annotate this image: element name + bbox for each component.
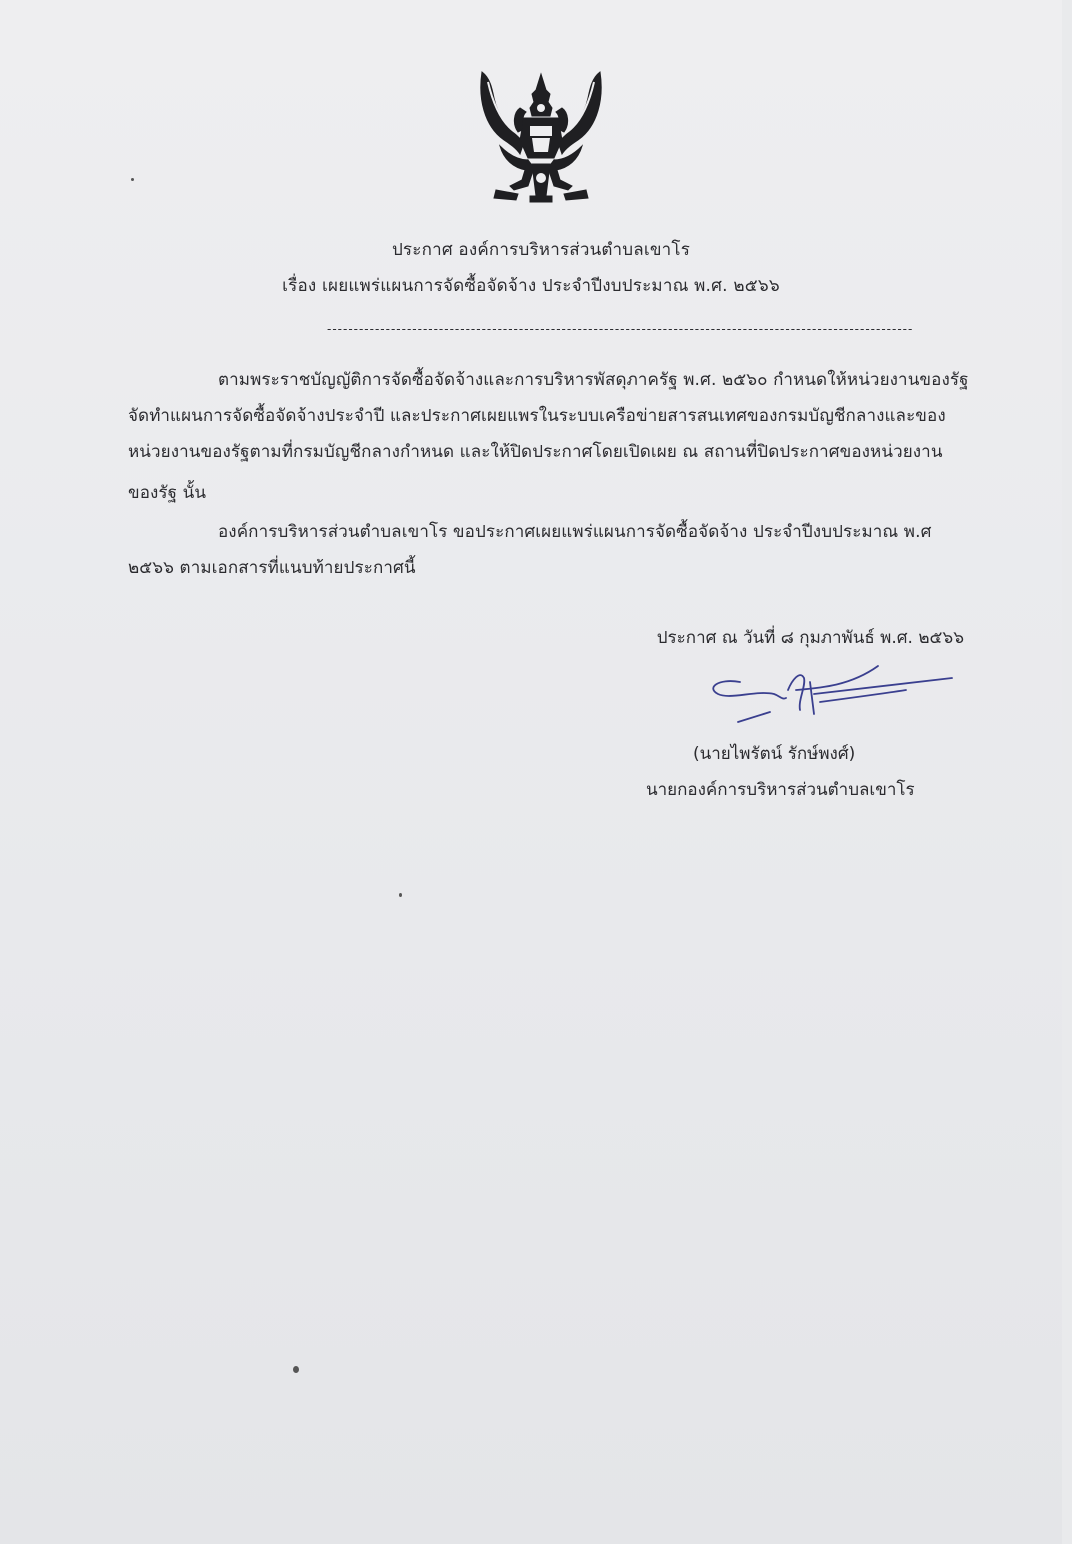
signer-name: (นายไพรัตน์ รักษ์พงศ์) <box>693 744 856 764</box>
paper-speck <box>399 893 402 897</box>
paragraph-1-line-1: ตามพระราชบัญญัติการจัดซื้อจัดจ้างและการบริหารพัสดุภาครัฐ พ.ศ. ๒๕๖๐ กำหนดให้หน่วยงานของรัฐ <box>218 370 969 390</box>
paragraph-1-line-2: จัดทำแผนการจัดซื้อจัดจ้างประจำปี และประกาศเผยแพรในระบบเครือข่ายสารสนเทศของกรมบัญชีกลางและของ <box>128 406 946 426</box>
garuda-emblem-icon <box>474 68 608 208</box>
signer-position: นายกองค์การบริหารส่วนตำบลเขาโร <box>646 780 915 800</box>
announcement-subject: เรื่อง เผยแพร่แผนการจัดซื้อจัดจ้าง ประจำปีงบประมาณ พ.ศ. ๒๕๖๖ <box>282 276 780 296</box>
paragraph-2-line-1: องค์การบริหารส่วนตำบลเขาโร ขอประกาศเผยแพร่แผนการจัดซื้อจัดจ้าง ประจำปีงบประมาณ พ.ศ <box>218 522 932 542</box>
announcement-date: ประกาศ ณ วันที่ ๘ กุมภาพันธ์ พ.ศ. ๒๕๖๖ <box>656 628 964 648</box>
paper-speck <box>293 1366 299 1373</box>
paragraph-1-line-4: ของรัฐ นั้น <box>128 483 207 503</box>
paragraph-2-line-2: ๒๕๖๖ ตามเอกสารที่แนบท้ายประกาศนี้ <box>128 558 416 578</box>
handwritten-signature <box>700 660 962 730</box>
divider-line: -------------------------------------------------------------------------------------------------------------- <box>327 322 914 336</box>
announcement-title: ประกาศ องค์การบริหารส่วนตำบลเขาโร <box>391 240 691 260</box>
paragraph-1-line-3: หน่วยงานของรัฐตามที่กรมบัญชีกลางกำหนด และให้ปิดประกาศโดยเปิดเผย ณ สถานที่ปิดประกาศของหน่วยงาน <box>128 442 943 462</box>
paper-speck <box>131 178 134 181</box>
